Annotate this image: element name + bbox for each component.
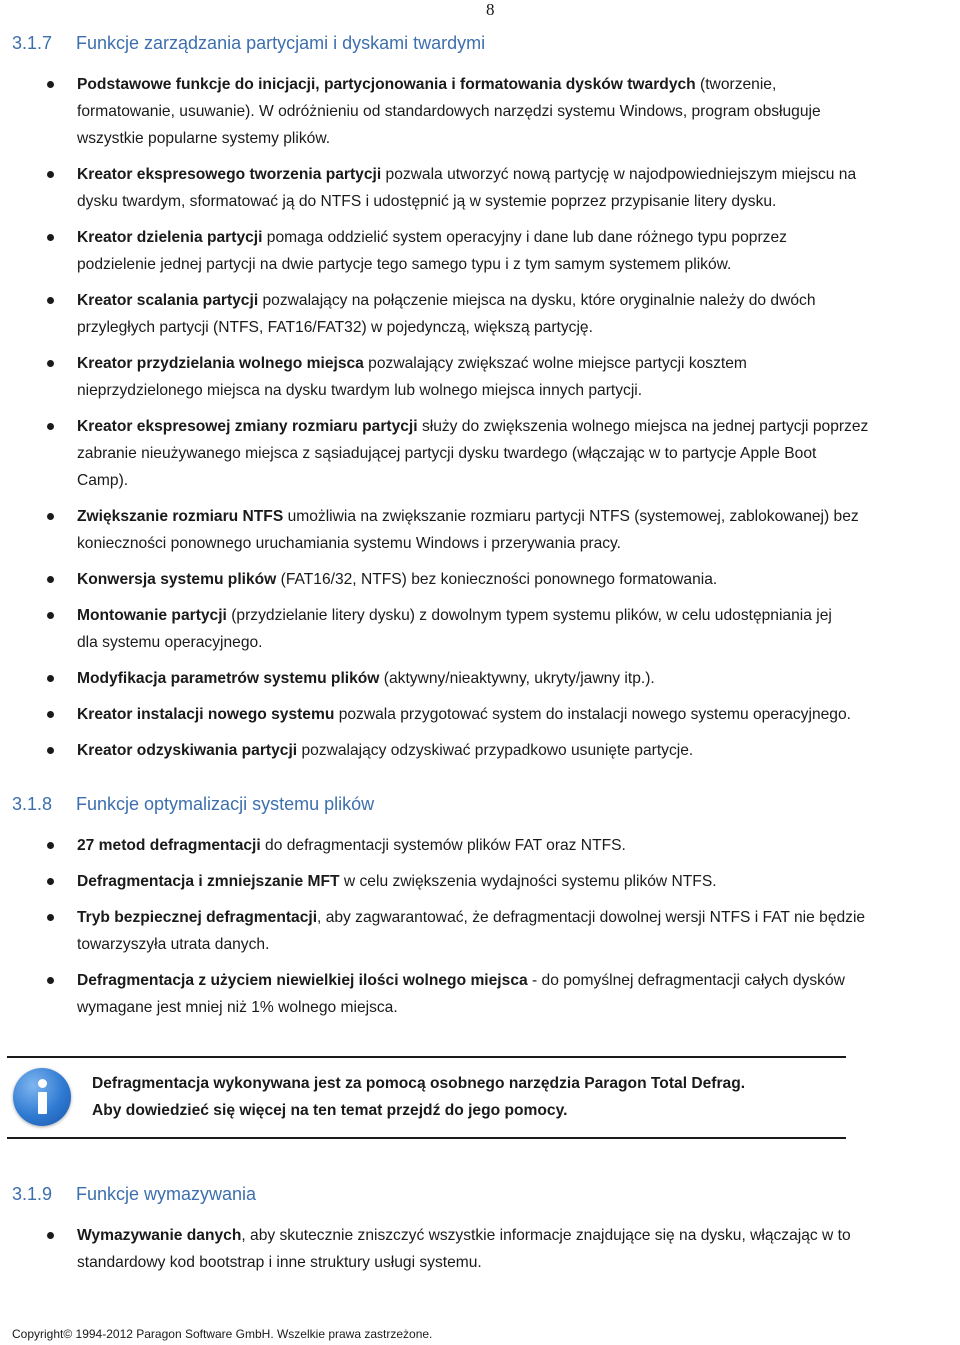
bullet-icon: [47, 171, 54, 178]
list-item-first-line: [77, 665, 958, 692]
list-item-continuation: dysku twardym, sformatować ją do NTFS i udostępnić ją w systemie poprzez przypisanie litery dysku.: [77, 193, 777, 210]
list-item: [0, 566, 960, 593]
list-item-first-line: [77, 701, 958, 728]
list-item-title: Tryb bezpiecznej defragmentacji: [77, 909, 318, 926]
section-heading-3-1-8: [12, 794, 374, 815]
list-item: [0, 904, 960, 958]
bullet-icon: [47, 675, 54, 682]
bullet-icon: [47, 878, 54, 885]
list-item-first-line: [77, 737, 958, 764]
list-item: [0, 868, 960, 895]
list-item-continuation: zabranie nieużywanego miejsca z sąsiadującej partycji dysku twardego (włączając w to partycje Apple Boot: [77, 445, 817, 462]
list-item: [0, 161, 960, 215]
list-item: [0, 413, 960, 494]
info-bottom-rule: [7, 1137, 846, 1139]
list-item-title: Kreator przydzielania wolnego miejsca: [77, 355, 364, 372]
info-icon: [13, 1068, 71, 1126]
list-item-first-line: [77, 868, 958, 895]
list-item-text: (przydzielanie litery dysku) z dowolnym typem systemu plików, w celu udostępniania jej: [226, 607, 832, 624]
list-item-title: Kreator odzyskiwania partycji: [77, 742, 298, 759]
bullet-icon: [47, 423, 54, 430]
list-item-first-line: [77, 1222, 958, 1249]
list-item-title: Kreator ekspresowej zmiany rozmiaru partycji: [77, 418, 418, 435]
list-item-text: , aby zagwarantować, że defragmentacji dowolnej wersji NTFS i FAT nie będzie: [317, 909, 866, 926]
list-item-title: Defragmentacja i zmniejszanie MFT: [77, 873, 340, 890]
section-number: 3.1.7: [12, 33, 53, 53]
list-item: [0, 71, 960, 152]
list-item-text: w celu zwiększenia wydajności systemu plików NTFS.: [339, 873, 717, 890]
list-item-continuation: nieprzydzielonego miejsca na dysku twardym lub wolnego miejsca innych partycji.: [77, 382, 643, 399]
section-title: Funkcje optymalizacji systemu plików: [76, 794, 375, 814]
list-item-title: Kreator dzielenia partycji: [77, 229, 263, 246]
feature-list-optimization: [0, 832, 960, 1030]
page-number: 8: [486, 0, 495, 19]
list-item-first-line: [77, 832, 958, 859]
bullet-icon: [47, 747, 54, 754]
list-item-text: (aktywny/nieaktywny, ukryty/jawny itp.).: [379, 670, 655, 687]
section-title: Funkcje zarządzania partycjami i dyskami twardymi: [76, 33, 486, 53]
list-item-continuation: przyległych partycji (NTFS, FAT16/FAT32) w pojedynczą, większą partycję.: [77, 319, 593, 336]
bullet-icon: [47, 711, 54, 718]
bullet-icon: [47, 977, 54, 984]
list-item-title: Wymazywanie danych: [77, 1227, 242, 1244]
list-item: [0, 287, 960, 341]
list-item: [0, 1222, 960, 1276]
list-item-first-line: [77, 413, 958, 440]
info-note: [92, 1070, 745, 1124]
list-item-first-line: [77, 161, 958, 188]
list-item-continuation: Camp).: [77, 472, 129, 489]
list-item: [0, 665, 960, 692]
list-item-continuation: formatowanie, usuwanie). W odróżnieniu od standardowych narzędzi systemu Windows, program obsługuje: [77, 103, 821, 120]
list-item-continuation: towarzyszyła utrata danych.: [77, 936, 270, 953]
list-item-continuation: dla systemu operacyjnego.: [77, 634, 263, 651]
list-item-text: pomaga oddzielić system operacyjny i dane lub dane różnego typu poprzez: [262, 229, 787, 246]
list-item-title: 27 metod defragmentacji: [77, 837, 261, 854]
list-item-first-line: [77, 967, 958, 994]
bullet-icon: [47, 576, 54, 583]
list-item-continuation: standardowy kod bootstrap i inne struktury usługi systemu.: [77, 1254, 482, 1271]
bullet-icon: [47, 234, 54, 241]
list-item: [0, 503, 960, 557]
bullet-icon: [47, 842, 54, 849]
list-item-text: służy do zwiększenia wolnego miejsca na jednej partycji poprzez: [417, 418, 869, 435]
section-number: 3.1.8: [12, 794, 53, 814]
section-heading-3-1-7: [12, 33, 485, 54]
list-item-first-line: [77, 503, 958, 530]
list-item-first-line: [77, 566, 958, 593]
list-item-title: Kreator scalania partycji: [77, 292, 259, 309]
section-title: Funkcje wymazywania: [76, 1184, 257, 1204]
section-number: 3.1.9: [12, 1184, 53, 1204]
list-item-continuation: wszystkie popularne systemy plików.: [77, 130, 331, 147]
info-top-rule: [7, 1056, 846, 1058]
list-item-text: , aby skutecznie zniszczyć wszystkie informacje znajdujące się na dysku, włączając w to: [241, 1227, 851, 1244]
list-item-title: Podstawowe funkcje do inicjacji, partycjonowania i formatowania dysków twardych: [77, 76, 696, 93]
list-item: [0, 602, 960, 656]
list-item-text: pozwalający zwiększać wolne miejsce partycji kosztem: [363, 355, 747, 372]
list-item-title: Montowanie partycji: [77, 607, 227, 624]
bullet-icon: [47, 360, 54, 367]
feature-list-wiping: [0, 1222, 960, 1285]
list-item-title: Zwiększanie rozmiaru NTFS: [77, 508, 284, 525]
list-item-continuation: konieczności ponownego uruchamiania systemu Windows i przerywania pracy.: [77, 535, 622, 552]
info-note-line-1: Defragmentacja wykonywana jest za pomocą osobnego narzędzia Paragon Total Defrag.: [92, 1075, 746, 1092]
list-item-title: Modyfikacja parametrów systemu plików: [77, 670, 380, 687]
list-item-first-line: [77, 287, 958, 314]
list-item-title: Defragmentacja z użyciem niewielkiej ilości wolnego miejsca: [77, 972, 528, 989]
list-item-first-line: [77, 904, 958, 931]
list-item-text: pozwala utworzyć nową partycję w najodpowiedniejszym miejscu na: [381, 166, 857, 183]
list-item-text: do defragmentacji systemów plików FAT oraz NTFS.: [260, 837, 626, 854]
list-item-title: Kreator ekspresowego tworzenia partycji: [77, 166, 382, 183]
bullet-icon: [47, 513, 54, 520]
bullet-icon: [47, 81, 54, 88]
list-item-text: - do pomyślnej defragmentacji całych dysków: [527, 972, 845, 989]
list-item-text: umożliwia na zwiększanie rozmiaru partycji NTFS (systemowej, zablokowanej) bez: [283, 508, 859, 525]
list-item: [0, 967, 960, 1021]
list-item-title: Konwersja systemu plików: [77, 571, 277, 588]
info-note-line-2: Aby dowiedzieć się więcej na ten temat przejdź do jego pomocy.: [92, 1102, 568, 1119]
feature-list-partitions: [0, 71, 960, 773]
list-item-text: pozwala przygotować system do instalacji nowego systemu operacyjnego.: [334, 706, 851, 723]
bullet-icon: [47, 1232, 54, 1239]
section-heading-3-1-9: [12, 1184, 256, 1205]
list-item: [0, 701, 960, 728]
list-item: [0, 832, 960, 859]
copyright-footer: Copyright© 1994-2012 Paragon Software GmbH. Wszelkie prawa zastrzeżone.: [12, 1327, 433, 1341]
list-item-first-line: [77, 224, 958, 251]
list-item-title: Kreator instalacji nowego systemu: [77, 706, 335, 723]
list-item: [0, 224, 960, 278]
list-item-continuation: podzielenie jednej partycji na dwie partycje tego samego typu i z tym samym systemem plików.: [77, 256, 732, 273]
list-item-text: (tworzenie,: [695, 76, 777, 93]
list-item: [0, 350, 960, 404]
list-item-first-line: [77, 350, 958, 377]
list-item-text: pozwalający odzyskiwać przypadkowo usunięte partycje.: [297, 742, 694, 759]
list-item: [0, 737, 960, 764]
bullet-icon: [47, 297, 54, 304]
list-item-text: pozwalający na połączenie miejsca na dysku, które oryginalnie należy do dwóch: [258, 292, 816, 309]
list-item-first-line: [77, 602, 958, 629]
bullet-icon: [47, 612, 54, 619]
list-item-first-line: [77, 71, 958, 98]
list-item-continuation: wymagane jest mniej niż 1% wolnego miejsca.: [77, 999, 398, 1016]
bullet-icon: [47, 914, 54, 921]
list-item-text: (FAT16/32, NTFS) bez konieczności ponownego formatowania.: [276, 571, 718, 588]
